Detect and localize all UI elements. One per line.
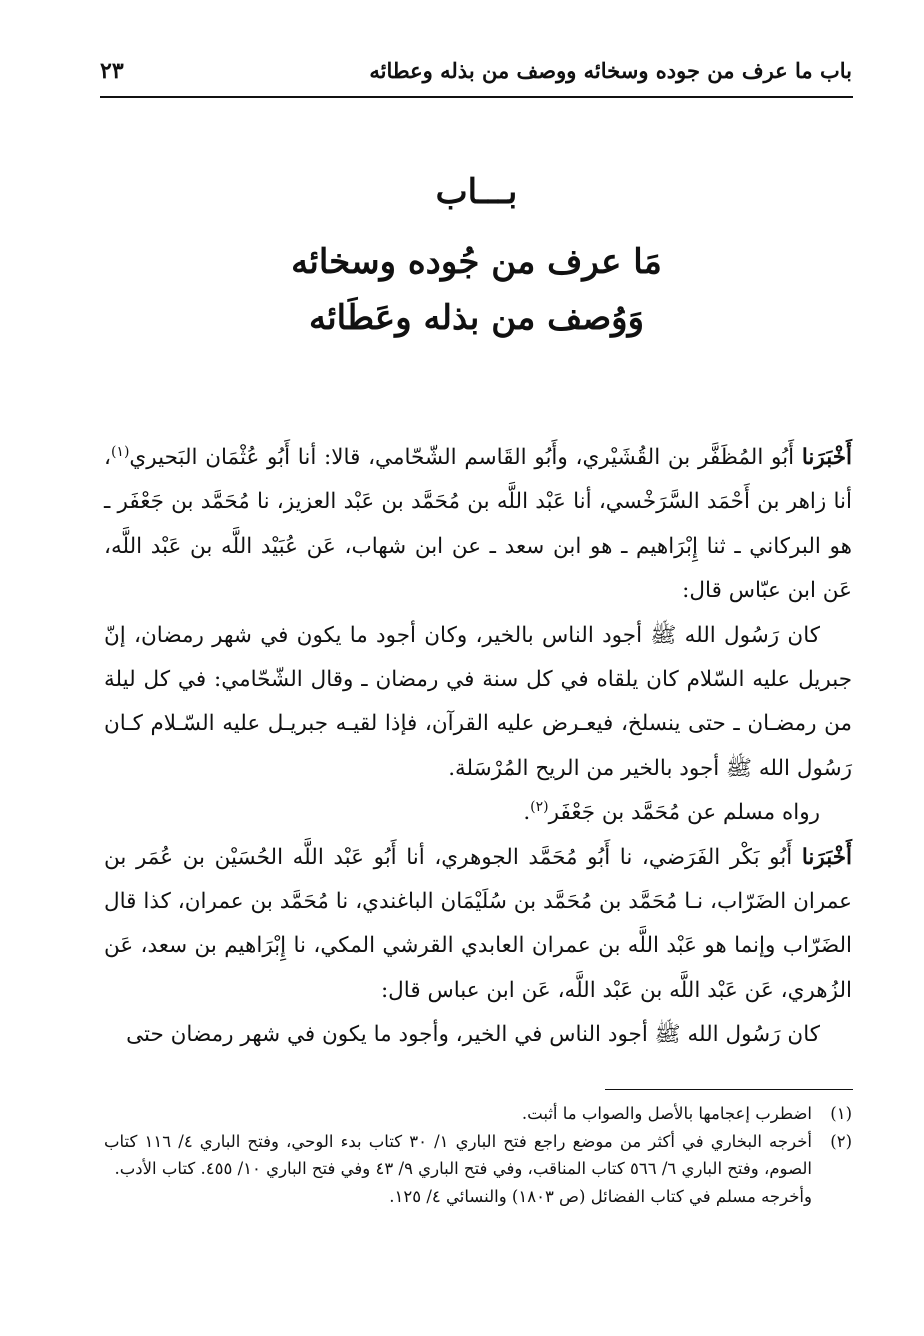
paragraph-isnad-1 bbox=[104, 436, 852, 614]
footnote-rule bbox=[605, 1089, 853, 1090]
running-title: باب ما عرف من جوده وسخائه ووصف من بذله وعطائه bbox=[369, 58, 852, 83]
paragraph-lead-word: أَخْبَرَنا bbox=[801, 445, 852, 470]
footnote-text: أخرجه البخاري في أكثر من موضع راجع فتح الباري ١/ ٣٠ كتاب بدء الوحي، وفتح الباري ٤/ ١١٦ كتاب الصوم، وفتح الباري ٦/ ٥٦٦ كتاب المناقب، وفي فتح الباري ٩/ ٤٣ وفي فتح الباري ١٠/ ٤٥٥. كتاب الأدب. bbox=[104, 1131, 812, 1178]
chapter-label: بـــاب bbox=[435, 172, 518, 212]
footnote-text: اضطرب إعجامها بالأصل والصواب ما أثبت. bbox=[521, 1104, 812, 1123]
footnote-marker: (١) bbox=[110, 443, 130, 460]
running-header bbox=[100, 52, 852, 96]
page-number: ٢٣ bbox=[100, 58, 124, 84]
paragraph-text: أَبُو بَكْر الفَرَضي، نا أَبُو مُحَمَّد الجوهري، أنا أَبُو عَبْد اللَّه الحُسَيْن بن عُمَر بن عمران الضَرّاب، نـا مُحَمَّد بن مُحَمَّد بن سُلَيْمَان الباغندي، نا مُحَمَّد بن عمران، كذا قال الضَرّاب وإنما هو عَبْد اللَّه بن عمران العابدي القرشي المكي، نا إِبْرَاهيم بن سعد، عَن الزُهري، عَن عَبْد اللَّه بن عَبْد اللَّه، عَن ابن عباس قال: bbox=[104, 844, 852, 1003]
body-text bbox=[104, 436, 852, 1058]
footnote-continuation: وأخرجه مسلم في كتاب الفضائل (ص ١٨٠٣) والنسائي ٤/ ١٢٥. bbox=[389, 1186, 812, 1206]
paragraph-text: ، أنا زاهر بن أَحْمَد السَّرَخْسي، أنا عَبْد اللَّه بن مُحَمَّد بن عَبْد العزيز، نا مُحَمَّد بن جَعْفَر ـ هو البركاني ـ ثنا إِبْرَاهيم ـ هو ابن سعد ـ عن ابن شهاب، عَن عُبَيْد اللَّه بن عَبْد اللَّه، عَن ابن عبّاس قال: bbox=[104, 445, 852, 604]
paragraph-hadith-1: كان رَسُول الله ﷺ أجود الناس بالخير، وكان أجود ما يكون في شهر رمضان، إنّ جبريل عليه السّلام كان يلقاه في كل سنة في رمضان ـ وقال الشّحّامي: في كل ليلة من رمضـان ـ حتى ينسلخ، فيعـرض عليه القرآن، فإذا لقيـه جبريـل عليه السّـلام كـان رَسُول الله ﷺ أجود بالخير من الريح المُرْسَلة. bbox=[104, 622, 852, 781]
paragraph-lead-word: أَخْبَرَنا bbox=[801, 844, 852, 870]
paragraph-isnad-2 bbox=[104, 836, 852, 1014]
footnote bbox=[104, 1100, 852, 1128]
paragraph-hadith-2: كان رَسُول الله ﷺ أجود الناس في الخير، وأجود ما يكون في شهر رمضان حتى bbox=[126, 1022, 820, 1048]
chapter-title-line-1: مَا عرف من جُوده وسخائه bbox=[291, 242, 662, 282]
chapter-title-line-2: وَوُصف من بذله وعَطَائه bbox=[308, 298, 645, 338]
footnote bbox=[104, 1128, 852, 1183]
footnote-number: (٢) bbox=[830, 1131, 852, 1151]
paragraph-attribution bbox=[104, 791, 852, 835]
header-rule bbox=[100, 96, 853, 98]
footnote-number: (١) bbox=[830, 1104, 852, 1123]
paragraph-end: . bbox=[523, 800, 531, 826]
footnotes bbox=[104, 1100, 852, 1210]
footnote-marker: (٢) bbox=[530, 799, 549, 816]
paragraph-text: أَبُو المُظَفَّر بن القُشَيْري، وأَبُو القَاسم الشّحّامي، قالا: أنا أَبُو عُثْمَان البَحيري bbox=[129, 445, 802, 470]
paragraph-text: رواه مسلم عن مُحَمَّد بن جَعْفَر bbox=[548, 800, 820, 826]
